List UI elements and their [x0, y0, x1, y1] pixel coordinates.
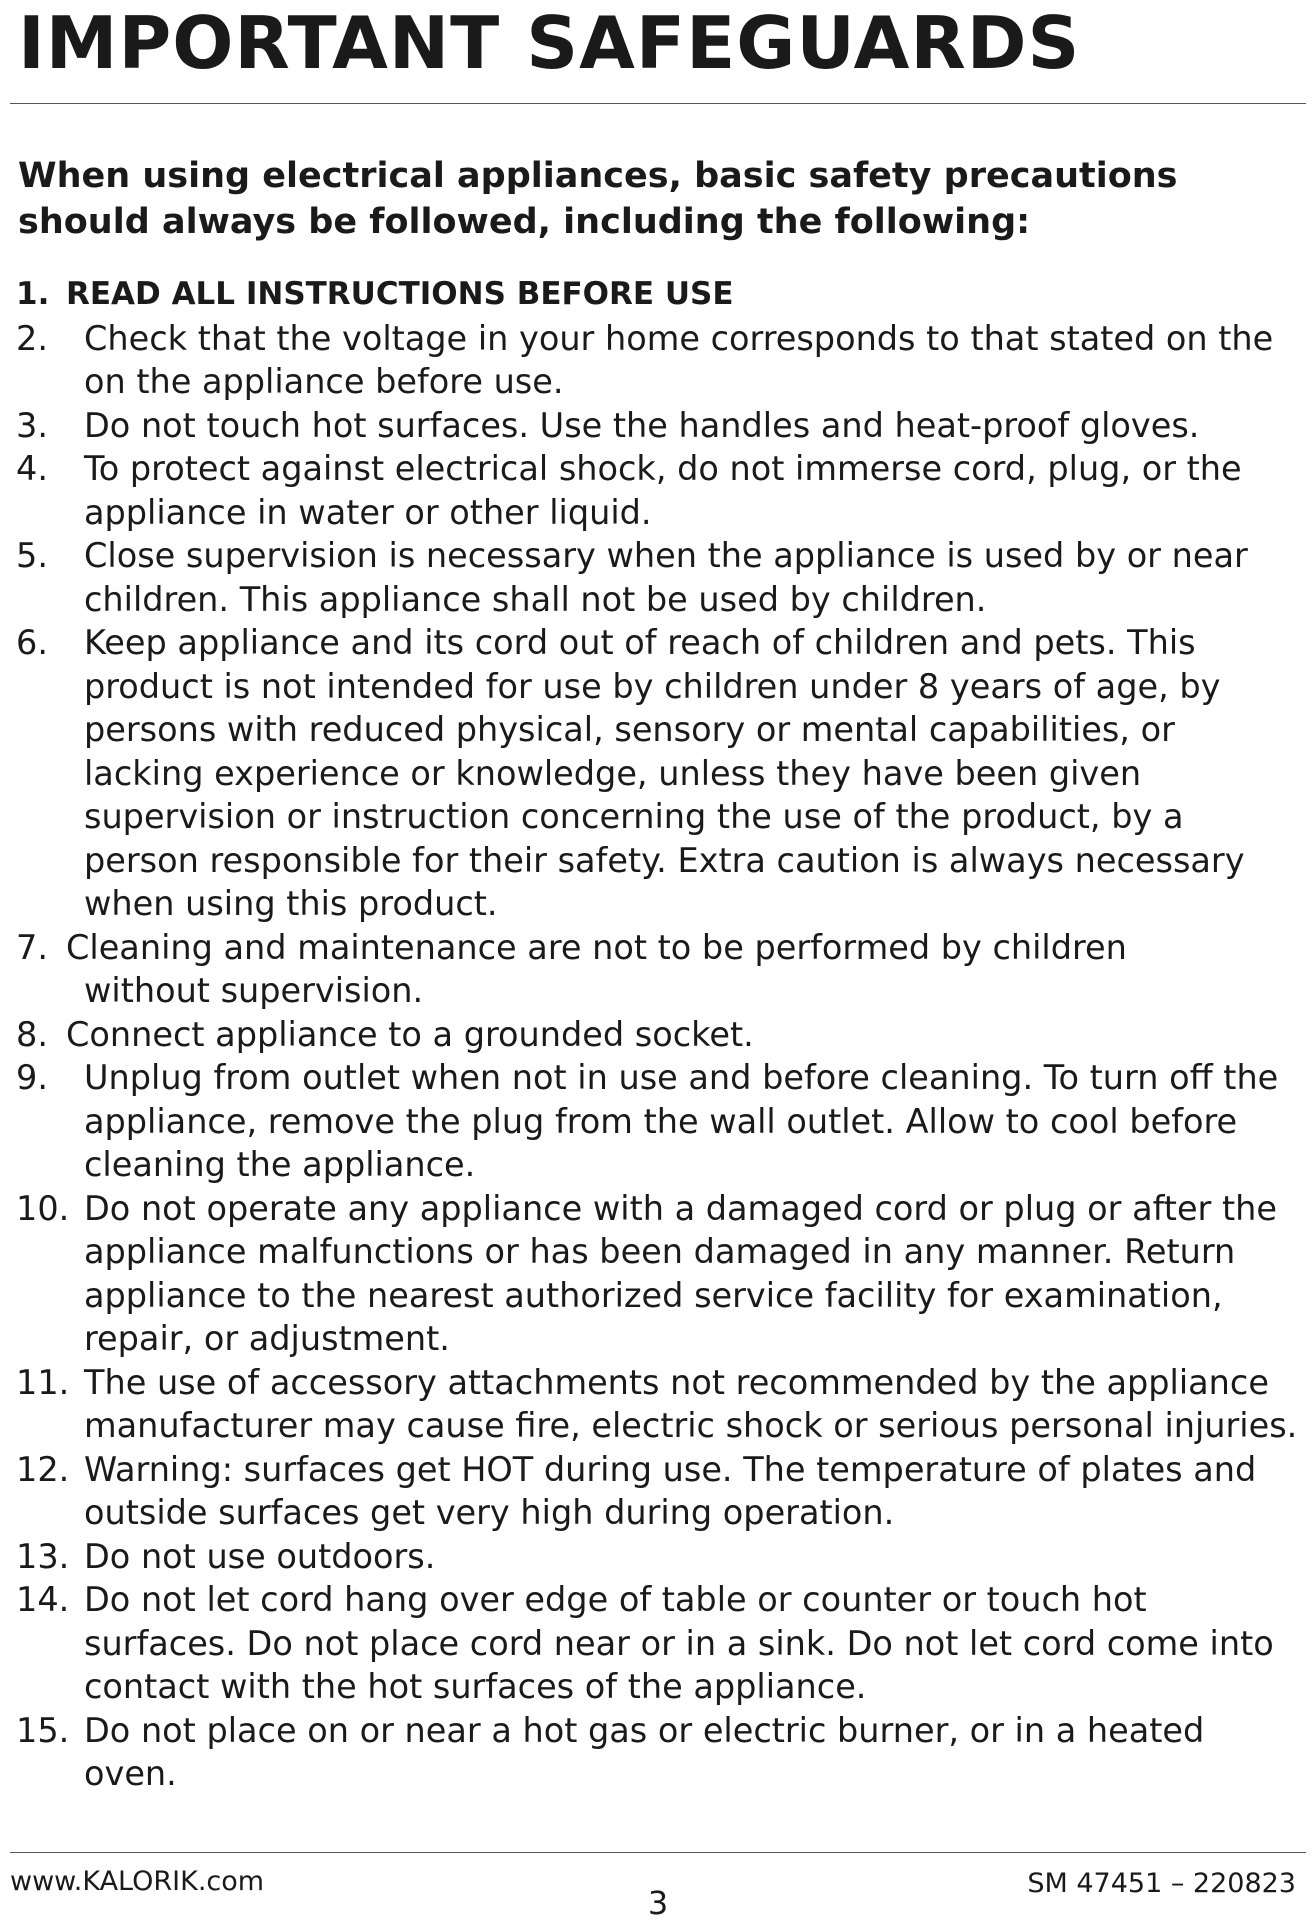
footer-website: www.KALORIK.com [10, 1866, 265, 1897]
item-number: 12. [16, 1449, 70, 1489]
list-item [16, 1535, 1301, 1579]
item-text: Do not operate any appliance with a damaged cord or plug or after the appliance malfunctions or has been damaged in any manner. Return appliance to the nearest authorized service facility for examination, repair, or adjustment. [84, 1188, 1277, 1358]
list-item [16, 926, 1301, 1013]
item-text: To protect against electrical shock, do not immerse cord, plug, or the appliance in water or other liquid. [84, 449, 1242, 532]
item-text: Do not touch hot surfaces. Use the handles and heat-proof gloves. [84, 405, 1200, 445]
item-text: READ ALL INSTRUCTIONS BEFORE USE [66, 276, 734, 312]
safeguards-list [16, 273, 1301, 1796]
list-item [16, 534, 1301, 621]
list-item [16, 1187, 1301, 1361]
item-text: Unplug from outlet when not in use and before cleaning. To turn off the appliance, remove the plug from the wall outlet. Allow to cool before cleaning the appliance. [84, 1058, 1279, 1184]
list-item [16, 621, 1301, 926]
title-divider [10, 103, 1306, 104]
item-text: Do not let cord hang over edge of table or counter or touch hot surfaces. Do not place cord near or in a sink. Do not let cord come into contact with the hot surfaces of the appliance. [84, 1580, 1274, 1706]
item-text: Connect appliance to a grounded socket. [66, 1014, 754, 1054]
page-title: IMPORTANT SAFEGUARDS [18, 1, 1081, 85]
intro-paragraph: When using electrical appliances, basic safety precautions should always be followed, including the following: [18, 156, 1178, 242]
item-text: Check that the voltage in your home corresponds to that stated on the on the appliance before use. [84, 318, 1274, 401]
item-text: Close supervision is necessary when the appliance is used by or near children. This appliance shall not be used by children. [84, 536, 1248, 619]
item-number: 7. [16, 927, 48, 967]
item-number: 1. [16, 276, 50, 312]
list-item [16, 273, 1301, 317]
item-text: Cleaning and maintenance are not to be performed by children [66, 927, 1127, 967]
item-number: 4. [16, 449, 48, 488]
footer-divider [10, 1852, 1306, 1853]
list-item [16, 1709, 1301, 1796]
list-item [16, 1013, 1301, 1057]
item-text: Keep appliance and its cord out of reach of children and pets. This product is not intended for use by children under 8 years of age, by persons with reduced physical, sensory or mental capabilities, or lacking experience or knowledge, unless they have been given supervision or instruction concerning the use of the product, by a person responsible for their safety. Extra caution is always necessary when using this product. [84, 623, 1245, 923]
page-number: 3 [647, 1884, 669, 1922]
item-text: The use of accessory attachments not recommended by the appliance manufacturer may cause fire, electric shock or serious personal injuries. [84, 1362, 1298, 1445]
item-number: 10. [16, 1188, 70, 1228]
list-item [16, 317, 1301, 404]
item-number: 9. [16, 1058, 48, 1097]
list-item [16, 404, 1301, 448]
item-number: 2. [16, 318, 48, 358]
list-item [16, 1056, 1301, 1187]
item-number: 11. [16, 1362, 70, 1402]
item-number: 3. [16, 405, 48, 445]
item-number: 13. [16, 1536, 70, 1576]
list-item [16, 1361, 1301, 1448]
list-item [16, 1578, 1301, 1709]
footer-doc-code: SM 47451 – 220823 [1027, 1868, 1296, 1899]
item-number: 15. [16, 1710, 70, 1750]
item-number: 14. [16, 1580, 70, 1619]
item-number: 8. [16, 1014, 48, 1054]
item-text: Do not use outdoors. [84, 1536, 436, 1576]
item-text-continued: without supervision. [84, 971, 424, 1010]
item-text: Warning: surfaces get HOT during use. The temperature of plates and outside surfaces get very high during operation. [84, 1449, 1257, 1532]
item-text: Do not place on or near a hot gas or electric burner, or in a heated oven. [84, 1710, 1205, 1793]
list-item [16, 447, 1301, 534]
list-item [16, 1448, 1301, 1535]
item-number: 6. [16, 623, 48, 662]
item-number: 5. [16, 536, 48, 575]
